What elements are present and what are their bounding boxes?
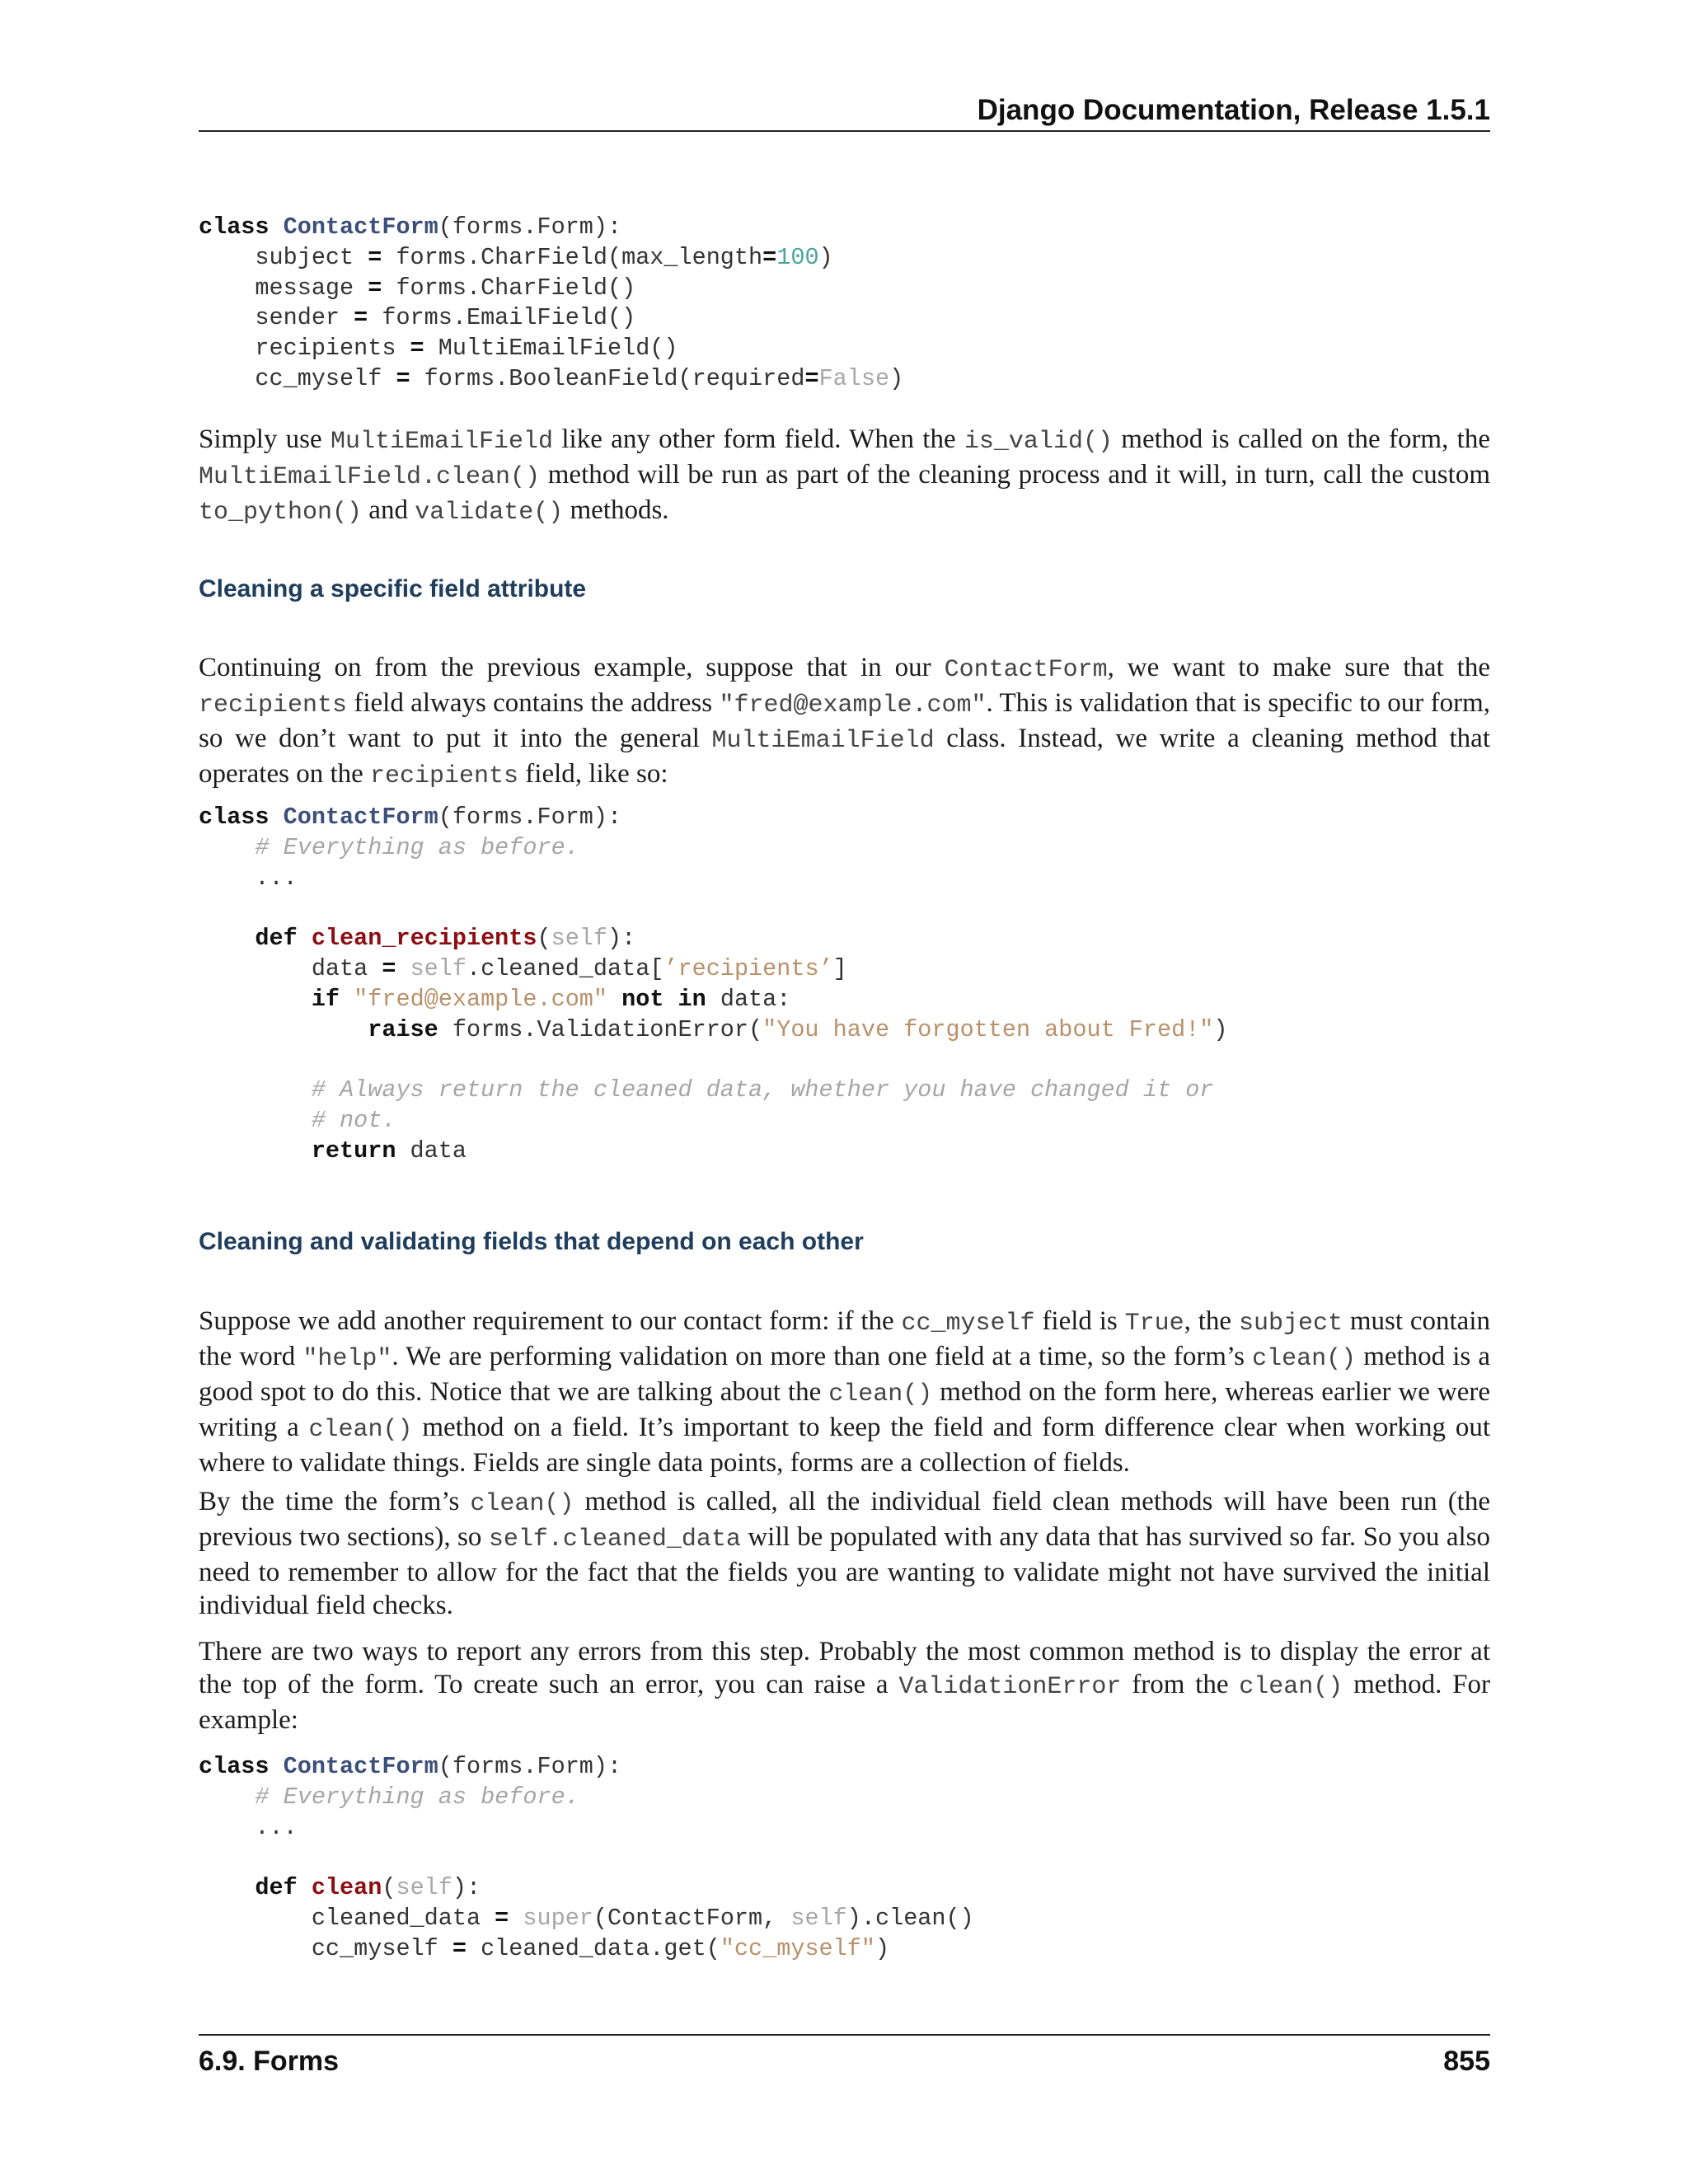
text-segment: cleaned_data [199, 1904, 495, 1932]
inline-code: cc_myself [901, 1310, 1035, 1338]
text-segment: ... [199, 864, 298, 892]
code-line [199, 924, 1228, 954]
text-segment: .cleaned_data[ [466, 954, 664, 982]
text-segment: "fred@example.com" [354, 985, 608, 1013]
code-line [199, 1045, 1228, 1076]
inline-code: recipients [370, 762, 519, 790]
inline-code: clean() [470, 1490, 574, 1518]
page-footer [199, 2034, 1490, 2085]
text-segment: = [354, 304, 368, 332]
code-line [199, 1783, 974, 1813]
text-segment: ContactForm [283, 1753, 438, 1780]
text-segment [199, 1016, 368, 1043]
text-segment: field is [1034, 1306, 1125, 1336]
text-segment: self [551, 925, 608, 953]
text-segment: ] [832, 954, 847, 982]
code-line [199, 213, 903, 243]
text-segment: forms.BooleanField(required [410, 364, 805, 392]
code-line [199, 1752, 974, 1783]
code-line [199, 274, 903, 304]
text-segment: 100 [776, 243, 819, 271]
paragraph-2 [199, 651, 1490, 793]
text-segment: # Always return the cleaned data, whether you have changed it or [311, 1076, 1214, 1104]
text-segment: class. Instead, we write a cleaning method that operates on the [199, 724, 1490, 789]
inline-code: clean() [1239, 1673, 1343, 1701]
inline-code: MultiEmailField [331, 428, 554, 456]
text-segment: cc_myself [199, 1934, 452, 1962]
text-segment [199, 834, 255, 861]
code-line [199, 954, 1228, 985]
text-segment [340, 986, 354, 1013]
text-segment: ): [607, 925, 636, 953]
text-segment: clean_recipients [311, 925, 537, 953]
inline-code: is_valid() [964, 428, 1113, 456]
code-line [199, 1873, 974, 1904]
text-segment: Suppose we add another requirement to our contact form: if the [199, 1306, 902, 1336]
header-title: Django Documentation, Release 1.5.1 [977, 94, 1490, 126]
text-segment: ) [818, 243, 833, 271]
text-segment: data [199, 954, 382, 982]
text-segment: not in [621, 985, 706, 1013]
text-segment [396, 955, 410, 982]
text-segment [199, 1874, 255, 1901]
inline-code: clean() [308, 1416, 413, 1444]
section-heading-1: Cleaning a specific field attribute [199, 575, 587, 602]
text-segment: ): [452, 1874, 481, 1902]
text-segment: ).clean() [846, 1904, 974, 1932]
text-segment: = [368, 274, 382, 302]
code-line [199, 1137, 1228, 1167]
text-segment: Continuing on from the previous example, suppose that in our [199, 653, 945, 682]
inline-code: validate() [415, 499, 564, 527]
text-segment: = [396, 364, 410, 392]
text-segment: method. For example: [199, 1670, 1490, 1735]
code-line [199, 1934, 974, 1965]
text-segment [298, 925, 312, 952]
text-segment: ’recipients’ [663, 954, 833, 982]
code-line [199, 1813, 974, 1844]
code-block-1 [199, 213, 903, 395]
text-segment: MultiEmailField() [424, 335, 678, 363]
code-line [199, 1904, 974, 1934]
paragraph-3 [199, 1305, 1490, 1479]
text-segment: recipients [199, 335, 410, 363]
text-segment: method is a good spot to do this. Notice that we are talking about the [199, 1342, 1490, 1407]
text-segment: ContactForm [283, 804, 438, 831]
inline-code: "fred@example.com" [719, 691, 987, 719]
code-line [199, 803, 1228, 833]
text-segment: = [804, 364, 819, 392]
text-segment: ... [199, 1813, 298, 1841]
text-segment: if [311, 985, 340, 1013]
text-segment: = [495, 1904, 509, 1932]
text-segment: field always contains the address [347, 688, 720, 718]
text-segment [509, 1905, 523, 1932]
text-segment: ( [537, 925, 551, 953]
text-segment: self [396, 1874, 452, 1902]
text-segment: = [368, 243, 382, 271]
text-segment [199, 1783, 255, 1811]
code-line [199, 864, 1228, 894]
text-segment: # Everything as before. [255, 833, 579, 861]
inline-code: clean() [828, 1380, 933, 1408]
text-segment [199, 1137, 312, 1165]
text-segment: subject [199, 243, 368, 271]
text-segment: . This is validation that is specific to our form, so we don’t want to put it into the general [199, 688, 1490, 753]
text-segment: method on the form here, whereas earlier we were writing a [199, 1377, 1490, 1442]
text-segment: class [199, 804, 270, 831]
text-segment: There are two ways to report any errors from this step. Probably the most common method is to display the error at the top of the form. To create such an error, you can raise a [199, 1637, 1490, 1699]
paragraph-4 [199, 1485, 1490, 1622]
inline-code: MultiEmailField [711, 727, 935, 755]
text-segment: Simply use [199, 424, 331, 454]
code-line [199, 1106, 1228, 1137]
text-segment: forms.CharField(max_length [382, 243, 763, 271]
text-segment: message [199, 274, 368, 302]
text-segment: ) [1213, 1015, 1228, 1043]
inline-code: recipients [199, 691, 348, 719]
text-segment: cc_myself [199, 364, 396, 392]
text-segment: forms.ValidationError( [438, 1015, 763, 1043]
text-segment: By the time the form’s [199, 1487, 471, 1516]
text-segment: = [410, 335, 424, 363]
text-segment: = [452, 1934, 467, 1962]
inline-code: True [1124, 1310, 1184, 1338]
text-segment: like any other form field. When the [553, 424, 964, 454]
paragraph-5 [199, 1635, 1490, 1736]
text-segment: = [762, 243, 777, 271]
text-segment: ContactForm [283, 213, 438, 241]
text-segment [199, 986, 312, 1013]
text-segment: ( [382, 1874, 396, 1902]
text-segment: data [396, 1137, 467, 1165]
text-segment: forms.EmailField() [368, 304, 636, 332]
section-heading-2: Cleaning and validating fields that depend on each other [199, 1228, 864, 1255]
text-segment: method is called on the form, the [1112, 424, 1490, 454]
text-segment: field, like so: [518, 759, 668, 789]
inline-code: "help" [302, 1345, 392, 1373]
page-number: 855 [1443, 2046, 1490, 2077]
inline-code: to_python() [199, 499, 363, 527]
inline-code: ContactForm [944, 656, 1108, 684]
inline-code: clean() [1252, 1345, 1357, 1373]
text-segment: methods. [563, 495, 669, 525]
text-segment: (forms.Form): [438, 213, 622, 241]
text-segment: . We are performing validation on more than one field at a time, so the form’s [392, 1342, 1253, 1371]
text-segment: return [311, 1137, 396, 1165]
text-segment [199, 1107, 312, 1134]
text-segment: super [523, 1904, 593, 1932]
text-segment: class [199, 213, 270, 241]
text-segment [270, 1753, 284, 1780]
code-line [199, 1843, 974, 1873]
text-segment: method on a field. It’s important to keep the field and form difference clear when working out where to validate things. Fields are single data points, forms are a collection of fields. [199, 1413, 1490, 1478]
text-segment: will be populated with any data that has survived so far. So you also need to remember to allow for the fact that the fields you are wanting to validate might not have survived the initial individual field checks. [199, 1522, 1491, 1620]
text-segment: and [362, 495, 415, 525]
text-segment: cleaned_data.get( [466, 1934, 720, 1962]
code-line [199, 334, 903, 364]
text-segment: False [818, 364, 890, 392]
code-line [199, 833, 1228, 864]
text-segment: , the [1184, 1306, 1239, 1336]
text-segment: from the [1121, 1670, 1240, 1699]
text-segment: ) [874, 1934, 890, 1962]
code-line [199, 1076, 1228, 1106]
text-segment: raise [368, 1015, 438, 1043]
text-segment [199, 1076, 312, 1104]
text-segment [270, 213, 284, 241]
paragraph-1 [199, 423, 1490, 529]
text-segment [298, 1874, 312, 1901]
text-segment [270, 804, 284, 831]
inline-code: self.cleaned_data [488, 1526, 741, 1554]
inline-code: subject [1238, 1310, 1343, 1338]
code-line [199, 985, 1228, 1015]
text-segment: (ContactForm, [593, 1904, 791, 1932]
code-block-3 [199, 1752, 974, 1965]
text-segment: = [382, 954, 396, 982]
text-segment: "You have forgotten about Fred!" [762, 1015, 1214, 1043]
text-segment [607, 986, 621, 1013]
text-segment: def [255, 925, 298, 953]
text-segment: self [410, 954, 467, 982]
text-segment: method will be run as part of the cleaning process and it will, in turn, call the custom [540, 460, 1490, 490]
inline-code: ValidationError [898, 1673, 1122, 1701]
text-segment: "cc_myself" [720, 1934, 875, 1962]
text-segment: # Everything as before. [255, 1783, 579, 1811]
text-segment: # not. [311, 1106, 396, 1134]
code-line [199, 1015, 1228, 1046]
text-segment: must contain the word [199, 1306, 1490, 1371]
text-segment: self [790, 1904, 847, 1932]
code-line [199, 303, 903, 334]
inline-code: MultiEmailField.clean() [199, 463, 541, 491]
text-segment: class [199, 1753, 270, 1780]
code-line [199, 893, 1228, 924]
footer-section: 6.9. Forms [199, 2046, 340, 2077]
text-segment [199, 925, 255, 952]
text-segment: forms.CharField() [382, 274, 636, 302]
text-segment: , we want to make sure that the [1107, 653, 1490, 682]
page-header [199, 87, 1490, 132]
text-segment: ) [889, 364, 904, 392]
text-segment: method is called, all the individual field clean methods will have been run (the previous two sections), so [199, 1487, 1491, 1552]
code-line [199, 364, 903, 395]
code-block-2 [199, 803, 1228, 1167]
text-segment: data: [706, 985, 791, 1013]
text-segment: sender [199, 304, 354, 332]
code-line [199, 243, 903, 274]
text-segment: clean [311, 1874, 382, 1902]
text-segment: def [255, 1874, 298, 1902]
text-segment: (forms.Form): [438, 804, 622, 831]
text-segment: (forms.Form): [438, 1753, 622, 1780]
